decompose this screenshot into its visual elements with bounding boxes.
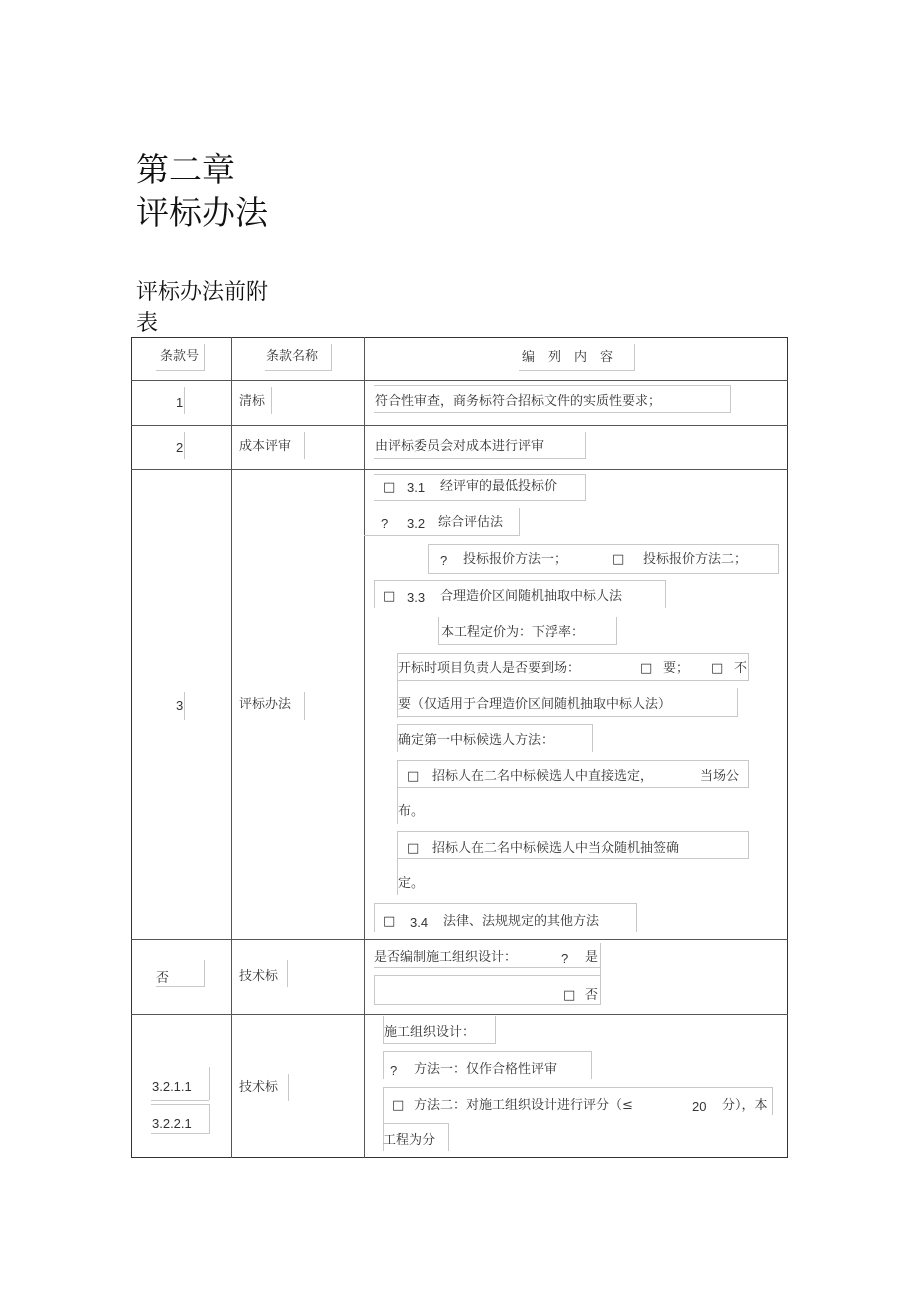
text-box-line xyxy=(184,692,185,720)
text-box-line xyxy=(428,573,778,574)
text-box-line xyxy=(778,544,779,574)
quote-method-2-checkbox[interactable]: □ xyxy=(612,552,625,567)
option-3-1-checkbox[interactable]: □ xyxy=(383,480,396,495)
text-box-line xyxy=(374,903,636,904)
text-box-line xyxy=(151,1104,209,1105)
text-box-line xyxy=(204,960,205,987)
row1-clause-no: 1 xyxy=(176,395,184,410)
text-box-line xyxy=(156,370,204,371)
row-divider xyxy=(131,425,788,426)
option-3-3-number: 3.3 xyxy=(407,590,426,605)
org-method-2-checkbox[interactable]: □ xyxy=(392,1098,405,1113)
text-box-line xyxy=(737,688,738,717)
quote-method-1-checkbox[interactable]: ? xyxy=(440,553,448,568)
text-box-line xyxy=(397,653,748,654)
row1-content: 符合性审查，商务标符合招标文件的实质性要求； xyxy=(375,394,662,409)
column-divider xyxy=(364,337,365,1158)
text-box-line xyxy=(397,787,748,788)
design-yes-checkbox[interactable]: ? xyxy=(561,951,569,966)
text-box-line xyxy=(383,1043,495,1044)
option-3-1-label: 经评审的最低投标价 xyxy=(440,479,558,494)
text-box-line xyxy=(374,580,375,608)
method-a-wrap: 布。 xyxy=(398,804,425,819)
org-method-2-score: 20 xyxy=(692,1099,707,1114)
text-box-line xyxy=(636,903,637,932)
row2-clause-no: 2 xyxy=(176,440,184,455)
org-method-2-tail: 分），本 xyxy=(722,1098,768,1113)
text-box-line xyxy=(748,653,749,681)
text-box-line xyxy=(265,370,331,371)
quote-method-2-label: 投标报价方法二； xyxy=(643,552,748,567)
text-box-line xyxy=(364,535,519,536)
option-3-1-number: 3.1 xyxy=(407,480,426,495)
text-box-line xyxy=(271,387,272,414)
text-box-line xyxy=(374,580,665,581)
text-box-line xyxy=(288,1074,289,1101)
quote-method-1-label: 投标报价方法一； xyxy=(463,552,568,567)
text-box-line xyxy=(151,1100,209,1101)
text-box-line xyxy=(374,975,375,1005)
option-3-2-number: 3.2 xyxy=(407,516,426,531)
text-box-line xyxy=(397,716,738,717)
method-b-wrap: 定。 xyxy=(398,876,425,891)
header-clause-no: 条款号 xyxy=(160,349,200,364)
text-box-line xyxy=(374,412,730,413)
text-box-line xyxy=(383,1123,448,1124)
text-box-line xyxy=(600,943,601,1005)
text-box-line xyxy=(374,474,585,475)
text-box-line xyxy=(428,544,429,574)
text-box-line xyxy=(585,474,586,501)
row4-clause-no: 否 xyxy=(156,970,170,985)
text-box-line xyxy=(374,975,600,976)
text-box-line xyxy=(304,692,305,720)
text-box-line xyxy=(730,385,731,413)
attendance-yes-checkbox[interactable]: □ xyxy=(640,661,653,676)
text-box-line xyxy=(616,617,617,645)
text-box-line xyxy=(184,387,185,414)
row-divider xyxy=(131,939,788,940)
design-question: 是否编制施工组织设计： xyxy=(374,950,518,965)
text-box-line xyxy=(397,760,748,761)
option-3-2-checkbox[interactable]: ? xyxy=(381,516,389,531)
table-title-line1: 评标办法前附 xyxy=(136,280,269,305)
text-box-line xyxy=(304,432,305,459)
text-box-line xyxy=(592,724,593,752)
text-box-line xyxy=(397,724,592,725)
option-3-3-checkbox[interactable]: □ xyxy=(383,589,396,604)
option-3-4-label: 法律、法规规定的其他方法 xyxy=(443,914,600,929)
row-divider xyxy=(131,380,788,381)
row4-clause-name: 技术标 xyxy=(239,969,279,984)
table-title-line2: 表 xyxy=(136,311,159,336)
row5-clause-name: 技术标 xyxy=(239,1080,279,1095)
text-box-line xyxy=(591,1051,592,1079)
text-box-line xyxy=(209,1104,210,1134)
text-box-line xyxy=(374,500,585,501)
row2-content: 由评标委员会对成本进行评审 xyxy=(375,439,545,454)
attendance-no-label: 不 xyxy=(734,661,748,676)
option-3-2-label: 综合评估法 xyxy=(438,515,504,530)
attendance-question: 开标时项目负责人是否要到场： xyxy=(398,661,581,676)
method-a-checkbox[interactable]: □ xyxy=(407,769,420,784)
text-box-line xyxy=(287,960,288,987)
text-box-line xyxy=(184,432,185,459)
org-method-2-label: 方法二：对施工组织设计进行评分（≤ xyxy=(414,1098,633,1113)
text-box-line xyxy=(519,508,520,536)
method-label: 确定第一中标候选人方法： xyxy=(398,733,555,748)
row2-clause-name: 成本评审 xyxy=(239,439,292,454)
option-3-4-number: 3.4 xyxy=(410,915,429,930)
option-3-4-checkbox[interactable]: □ xyxy=(383,914,396,929)
text-box-line xyxy=(374,385,730,386)
text-box-line xyxy=(397,680,748,681)
column-divider xyxy=(231,337,232,1158)
text-box-line xyxy=(383,1051,384,1079)
text-box-line xyxy=(748,831,749,859)
row5-clause-no-1: 3.2.1.1 xyxy=(152,1079,192,1094)
attendance-no-label-continued: 要（仅适用于合理造价区间随机抽取中标人法） xyxy=(398,697,672,712)
design-yes-label: 是 xyxy=(585,950,599,965)
option-3-3-label: 合理造价区间随机抽取中标人法 xyxy=(440,589,623,604)
text-box-line xyxy=(585,432,586,459)
text-box-line xyxy=(383,1051,591,1052)
text-box-line xyxy=(772,1087,773,1115)
text-box-line xyxy=(374,458,585,459)
design-no-checkbox[interactable]: □ xyxy=(563,988,576,1003)
text-box-line xyxy=(374,903,375,932)
header-content: 编 列 内 容 xyxy=(522,350,614,365)
text-box-line xyxy=(634,344,635,371)
text-box-line xyxy=(519,370,634,371)
text-box-line xyxy=(438,617,439,645)
chapter-title: 评标办法 xyxy=(136,193,268,232)
row3-clause-name: 评标办法 xyxy=(239,697,292,712)
method-a-tail: 当场公 xyxy=(700,769,740,784)
row1-clause-name: 清标 xyxy=(239,394,266,409)
text-box-line xyxy=(156,986,204,987)
design-no-label: 否 xyxy=(585,988,599,1003)
org-design-label: 施工组织设计： xyxy=(384,1025,476,1040)
attendance-no-checkbox[interactable]: □ xyxy=(711,661,724,676)
text-box-line xyxy=(428,544,778,545)
text-box-line xyxy=(438,644,616,645)
header-clause-name: 条款名称 xyxy=(266,349,319,364)
text-box-line xyxy=(209,1067,210,1100)
price-line: 本工程定价为：下浮率： xyxy=(441,625,585,640)
org-method-1-checkbox[interactable]: ? xyxy=(390,1063,398,1078)
row3-clause-no: 3 xyxy=(176,698,184,713)
text-box-line xyxy=(204,344,205,371)
row-divider xyxy=(131,469,788,470)
row-divider xyxy=(131,1014,788,1015)
chapter-number: 第二章 xyxy=(136,150,235,189)
text-box-line xyxy=(665,580,666,608)
text-box-line xyxy=(374,967,600,968)
method-a-label: 招标人在二名中标候选人中直接选定， xyxy=(432,769,654,784)
text-box-line xyxy=(748,760,749,788)
method-b-label: 招标人在二名中标候选人中当众随机抽签确 xyxy=(432,841,680,856)
text-box-line xyxy=(495,1016,496,1044)
text-box-line xyxy=(397,831,748,832)
method-b-checkbox[interactable]: □ xyxy=(407,841,420,856)
attendance-yes-label: 要； xyxy=(663,661,690,676)
text-box-line xyxy=(397,858,748,859)
org-method-2-wrap: 工程为分 xyxy=(383,1133,436,1148)
org-method-1-label: 方法一：仅作合格性评审 xyxy=(414,1062,558,1077)
text-box-line xyxy=(374,1004,600,1005)
row5-clause-no-2: 3.2.2.1 xyxy=(152,1116,192,1131)
text-box-line xyxy=(331,344,332,371)
text-box-line xyxy=(448,1123,449,1151)
text-box-line xyxy=(151,1133,209,1134)
text-box-line xyxy=(383,1087,772,1088)
